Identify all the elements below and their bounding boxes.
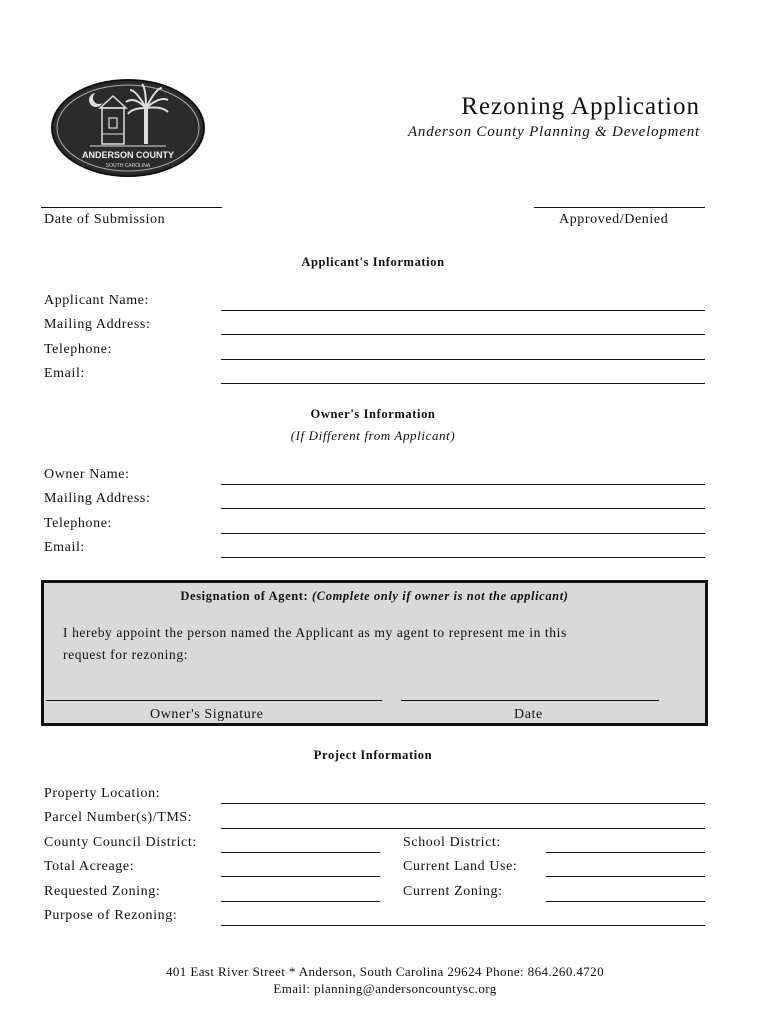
current-zoning-field[interactable]: [546, 901, 705, 902]
agent-heading: [44, 589, 705, 604]
owner-email-label: Email:: [44, 540, 85, 555]
svg-text:SOUTH CAROLINA: SOUTH CAROLINA: [105, 163, 151, 169]
requested-zoning-label: Requested Zoning:: [44, 884, 161, 899]
agent-date-line[interactable]: [401, 700, 659, 701]
applicant-telephone-label: Telephone:: [44, 342, 112, 357]
owner-telephone-label: Telephone:: [44, 516, 112, 531]
owner-name-label: Owner Name:: [44, 467, 130, 482]
agent-statement-line2: request for rezoning:: [63, 647, 189, 662]
owner-signature-line[interactable]: [46, 700, 382, 701]
applicant-email-field[interactable]: [221, 383, 705, 384]
owner-address-field[interactable]: [221, 508, 705, 509]
anderson-county-seal-logo: [50, 78, 206, 178]
owner-section-subheading: (If Different from Applicant): [290, 428, 456, 443]
approved-denied-line[interactable]: [534, 207, 705, 208]
footer-email: Email: planning@andersoncountysc.org: [273, 981, 497, 996]
current-zoning-label: Current Zoning:: [403, 884, 503, 899]
page-title: Rezoning Application: [461, 93, 700, 120]
council-district-field[interactable]: [221, 852, 380, 853]
purpose-of-rezoning-label: Purpose of Rezoning:: [44, 908, 178, 923]
applicant-section-heading: Applicant's Information: [301, 255, 445, 269]
svg-text:ANDERSON COUNTY: ANDERSON COUNTY: [81, 150, 175, 160]
date-of-submission-line[interactable]: [41, 207, 222, 208]
owner-section-heading: Owner's Information: [310, 407, 436, 421]
owner-email-field[interactable]: [221, 557, 705, 558]
applicant-address-field[interactable]: [221, 334, 705, 335]
project-section-heading: Project Information: [313, 748, 433, 762]
owner-address-label: Mailing Address:: [44, 491, 151, 506]
footer-address: 401 East River Street * Anderson, South Carolina 29624 Phone: 864.260.4720: [166, 964, 604, 979]
owner-name-field[interactable]: [221, 484, 705, 485]
council-district-label: County Council District:: [44, 835, 197, 850]
total-acreage-label: Total Acreage:: [44, 859, 135, 874]
school-district-field[interactable]: [546, 852, 705, 853]
applicant-address-label: Mailing Address:: [44, 317, 151, 332]
total-acreage-field[interactable]: [221, 876, 380, 877]
date-of-submission-label: Date of Submission: [44, 212, 166, 227]
approved-denied-label: Approved/Denied: [559, 212, 669, 227]
parcel-number-field[interactable]: [221, 828, 705, 829]
agent-statement-line1: I hereby appoint the person named the Applicant as my agent to represent me in this: [63, 625, 567, 640]
property-location-label: Property Location:: [44, 786, 161, 801]
applicant-name-field[interactable]: [221, 310, 705, 311]
current-land-use-label: Current Land Use:: [403, 859, 518, 874]
agent-heading-title: Designation of Agent:: [180, 589, 309, 603]
property-location-field[interactable]: [221, 803, 705, 804]
requested-zoning-field[interactable]: [221, 901, 380, 902]
owner-signature-label: Owner's Signature: [150, 707, 264, 722]
applicant-telephone-field[interactable]: [221, 359, 705, 360]
parcel-number-label: Parcel Number(s)/TMS:: [44, 810, 193, 825]
applicant-email-label: Email:: [44, 366, 85, 381]
department-subtitle: Anderson County Planning & Development: [407, 124, 700, 140]
school-district-label: School District:: [403, 835, 501, 850]
designation-of-agent-box: [41, 580, 708, 726]
applicant-name-label: Applicant Name:: [44, 293, 150, 308]
agent-heading-note: (Complete only if owner is not the applicant): [312, 589, 569, 603]
agent-date-label: Date: [514, 707, 543, 722]
current-land-use-field[interactable]: [546, 876, 705, 877]
purpose-of-rezoning-field[interactable]: [221, 925, 705, 926]
owner-telephone-field[interactable]: [221, 533, 705, 534]
